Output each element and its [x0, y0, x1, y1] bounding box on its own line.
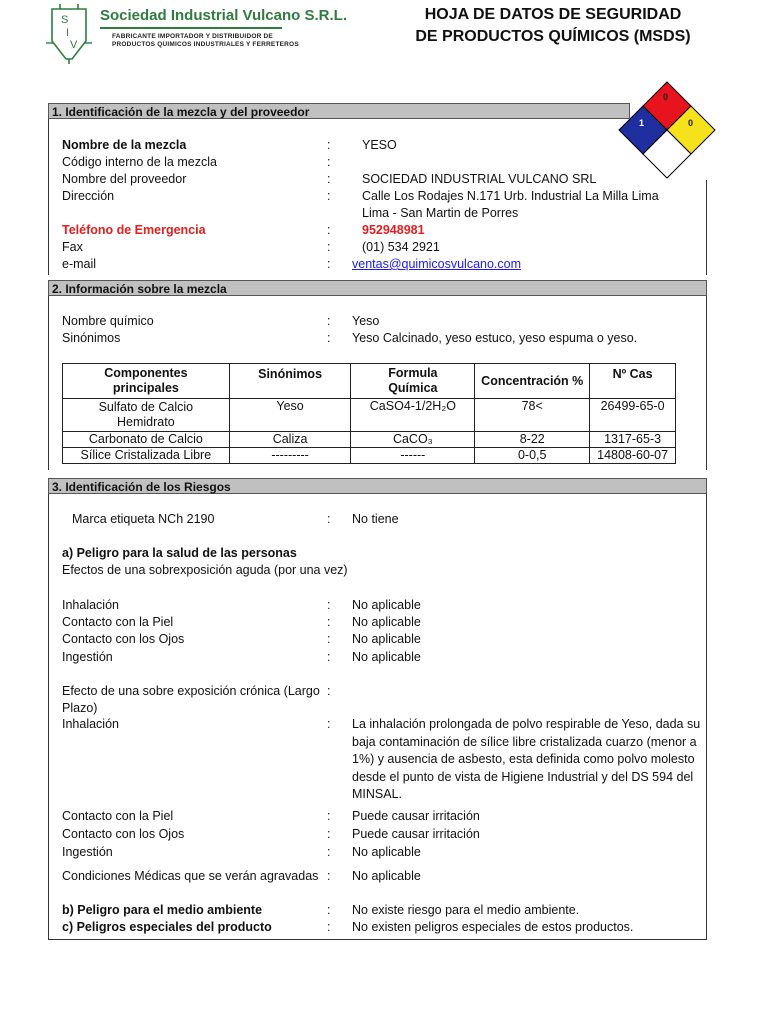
s3-acute-value-eyes: No aplicable	[352, 632, 421, 646]
table-cell: 1317-65-3	[590, 432, 676, 448]
s3-colon: :	[327, 809, 331, 823]
s2-colon: :	[327, 331, 331, 345]
s3-colon: :	[327, 827, 331, 841]
s3-chronic-value-skin: Puede causar irritación	[352, 809, 480, 823]
s3-chronic-label-ingestion: Ingestión	[62, 845, 113, 859]
s3-colon: :	[327, 869, 331, 883]
s3-colon: :	[327, 920, 331, 934]
s2-label-chemical-name: Nombre químico	[62, 314, 154, 328]
s3-label-special-hazards: c) Peligros especiales del producto	[62, 920, 272, 934]
table-cell: Carbonato de Calcio	[63, 432, 230, 448]
section-1-header: 1. Identificación de la mezcla y del proveedor	[48, 103, 630, 119]
s1-colon: :	[327, 257, 331, 271]
table-cell: Sulfato de Calcio Hemidrato	[63, 399, 230, 432]
components-table-header-row	[63, 364, 676, 399]
s1-colon: :	[327, 172, 331, 186]
s3-colon: :	[327, 684, 331, 698]
s3-chronic-label-skin: Contacto con la Piel	[62, 809, 174, 823]
s3-value-environment: No existe riesgo para el medio ambiente.	[352, 903, 580, 917]
section-3-right-border	[706, 494, 707, 939]
company-subtitle	[112, 33, 299, 48]
nfpa-health-value: 1	[639, 118, 645, 128]
col-header-synonyms: Sinónimos	[229, 364, 351, 399]
s3-chronic-label-line-1: Efecto de una sobre exposición crónica (Largo	[62, 684, 320, 698]
s1-label-supplier: Nombre del proveedor	[62, 172, 187, 186]
s3-chronic-value-eyes: Puede causar irritación	[352, 827, 480, 841]
s1-label-email: e-mail	[62, 257, 97, 271]
table-cell: Sílice Cristalizada Libre	[63, 448, 230, 464]
section-1-left-border	[48, 119, 49, 275]
s1-label-fax: Fax	[62, 240, 83, 254]
s1-colon: :	[327, 223, 331, 237]
col-header-formula: Formula Química	[351, 364, 475, 399]
s2-label-synonyms: Sinónimos	[62, 331, 121, 345]
s3-chronic-value-ingestion: No aplicable	[352, 845, 421, 859]
s3-colon: :	[327, 903, 331, 917]
section-1-right-border	[706, 180, 707, 275]
s3-chronic-value-inhalation: La inhalación prolongada de polvo respirable de Yeso, dada su baja contaminación de sílice libre cristalizada cuarzo (menor a 1%) y ausencia de asbesto, esta definida como polvo molesto desde el punto de vista de Higiene Industrial y del DS 594 del MINSAL.	[352, 717, 701, 801]
s1-value-supplier: SOCIEDAD INDUSTRIAL VULCANO SRL	[362, 172, 597, 186]
s1-label-emergency-phone: Teléfono de Emergencia	[62, 223, 206, 237]
s3-acute-label-skin: Contacto con la Piel	[62, 615, 174, 629]
company-subtitle-line-2: PRODUCTOS QUIMICOS INDUSTRIALES Y FERRETEROS	[112, 40, 299, 48]
logo-letter-s: S	[61, 14, 69, 26]
s3-colon: :	[327, 598, 331, 612]
company-name: Sociedad Industrial Vulcano S.R.L.	[100, 7, 347, 24]
s1-value-mix-name: YESO	[362, 138, 397, 152]
s3-colon: :	[327, 717, 331, 731]
s3-chronic-label-line-2: Plazo)	[62, 701, 98, 715]
s1-label-address: Dirección	[62, 189, 115, 203]
nfpa-diamond	[615, 78, 719, 182]
s3-colon: :	[327, 632, 331, 646]
s3-acute-label-ingestion: Ingestión	[62, 650, 113, 664]
s3-acute-value-ingestion: No aplicable	[352, 650, 421, 664]
col-header-cas: Nº Cas	[590, 364, 676, 399]
table-cell: Yeso	[229, 399, 351, 432]
section-3-header: 3. Identificación de los Riesgos	[48, 478, 707, 494]
document-title-line-2: DE PRODUCTOS QUÍMICOS (MSDS)	[415, 28, 691, 45]
table-row	[63, 399, 676, 432]
s3-chronic-label-eyes: Contacto con los Ojos	[62, 827, 185, 841]
logo-letter-i: I	[66, 27, 70, 39]
s1-colon: :	[327, 189, 331, 203]
section-2-left-border	[48, 296, 49, 470]
document-title	[398, 4, 708, 48]
s1-value-fax: (01) 534 2921	[362, 240, 440, 254]
logo-letter-v: V	[70, 39, 78, 51]
table-cell: ---------	[229, 448, 351, 464]
col-header-concentration: Concentración %	[475, 364, 590, 399]
nfpa-reactivity-value: 0	[688, 118, 694, 128]
s3-subheading-acute: Efectos de una sobrexposición aguda (por una vez)	[62, 563, 348, 577]
table-row	[63, 432, 676, 448]
s1-colon: :	[327, 138, 331, 152]
table-cell: 78<	[475, 399, 590, 432]
company-subtitle-line-1: FABRICANTE IMPORTADOR Y DISTRIBUIDOR DE	[112, 33, 273, 40]
s3-acute-label-eyes: Contacto con los Ojos	[62, 632, 185, 646]
s3-value-marca: No tiene	[352, 512, 399, 526]
s2-colon: :	[327, 314, 331, 328]
table-cell: 0-0,5	[475, 448, 590, 464]
s1-colon: :	[327, 155, 331, 169]
table-row	[63, 448, 676, 464]
s3-colon: :	[327, 615, 331, 629]
logo-underline	[100, 27, 282, 29]
s3-colon: :	[327, 650, 331, 664]
table-cell: 14808-60-07	[590, 448, 676, 464]
s3-label-marca: Marca etiqueta NCh 2190	[72, 512, 215, 526]
table-cell: Caliza	[229, 432, 351, 448]
s1-label-internal-code: Código interno de la mezcla	[62, 155, 217, 169]
s3-chronic-label-inhalation: Inhalación	[62, 717, 119, 731]
s3-value-medical-conditions: No aplicable	[352, 869, 421, 883]
s3-label-medical-conditions: Condiciones Médicas que se verán agravadas	[62, 869, 319, 883]
section-3-bottom-border	[48, 939, 707, 940]
s3-acute-label-inhalation: Inhalación	[62, 598, 119, 612]
s3-colon: :	[327, 512, 331, 526]
s1-colon: :	[327, 240, 331, 254]
s3-label-environment: b) Peligro para el medio ambiente	[62, 903, 263, 917]
col-header-components: Componentes principales	[63, 364, 230, 399]
company-logo	[44, 3, 94, 65]
s1-value-emergency-phone[interactable]: 952948981	[362, 223, 425, 237]
s3-acute-value-skin: No aplicable	[352, 615, 421, 629]
section-2-right-border	[706, 296, 707, 470]
table-cell: ------	[351, 448, 475, 464]
s3-heading-health: a) Peligro para la salud de las personas	[62, 546, 297, 560]
table-cell: 26499-65-0	[590, 399, 676, 432]
s2-value-chemical-name: Yeso	[352, 314, 380, 328]
s1-email-link[interactable]: ventas@quimicosvulcano.com	[352, 257, 522, 271]
s3-acute-value-inhalation: No aplicable	[352, 598, 421, 612]
section-3-left-border	[48, 494, 49, 939]
s3-value-special-hazards: No existen peligros especiales de estos productos.	[352, 920, 634, 934]
s3-colon: :	[327, 845, 331, 859]
table-cell: 8-22	[475, 432, 590, 448]
s1-value-address-2: Lima - San Martin de Porres	[362, 206, 519, 220]
components-table	[62, 363, 676, 464]
section-2-header: 2. Información sobre la mezcla	[48, 280, 707, 296]
table-cell: CaCO₃	[351, 432, 475, 448]
nfpa-flammability-value: 0	[663, 92, 669, 102]
table-cell: CaSO4-1/2H₂O	[351, 399, 475, 432]
s1-label-mix-name: Nombre de la mezcla	[62, 138, 187, 152]
document-title-line-1: HOJA DE DATOS DE SEGURIDAD	[424, 6, 682, 23]
s2-value-synonyms: Yeso Calcinado, yeso estuco, yeso espuma o yeso.	[352, 331, 638, 345]
s1-value-address-1: Calle Los Rodajes N.171 Urb. Industrial La Milla Lima	[362, 189, 659, 203]
